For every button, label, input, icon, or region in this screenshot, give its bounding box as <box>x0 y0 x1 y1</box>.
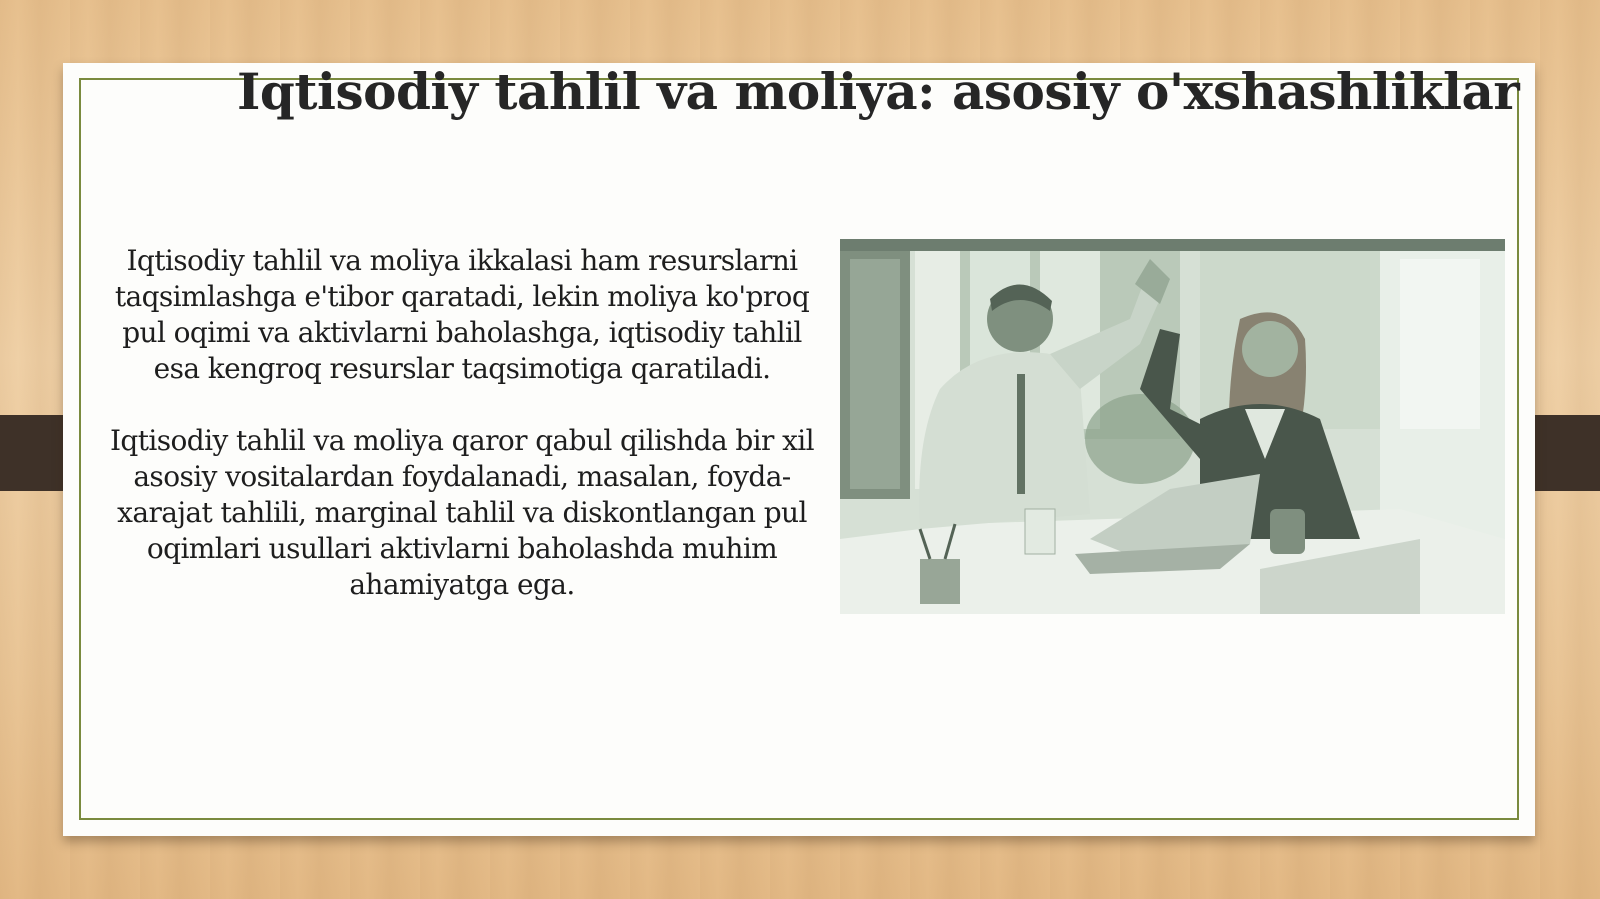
slide-card <box>63 63 1535 836</box>
slide-title: Iqtisodiy tahlil va moliya: asosiy o'xshashliklar <box>237 62 1520 121</box>
paragraph-2: Iqtisodiy tahlil va moliya qaror qabul qilishda bir xil asosiy vositalardan foydalanadi, masalan, foyda-xarajat tahlili, marginal tahlil va diskontlangan pul oqimlari usullari aktivlarni baholashda muhim ahamiyatga ega. <box>109 424 815 601</box>
paragraph-1: Iqtisodiy tahlil va moliya ikkalasi ham resurslarni taqsimlashga e'tibor qaratadi, lekin moliya ko'proq pul oqimi va aktivlarni baholashga, iqtisodiy tahlil esa kengroq resurslar taqsimotiga qaratiladi. <box>114 244 810 385</box>
slide-body <box>107 243 817 639</box>
office-high-five-photo <box>840 239 1505 614</box>
